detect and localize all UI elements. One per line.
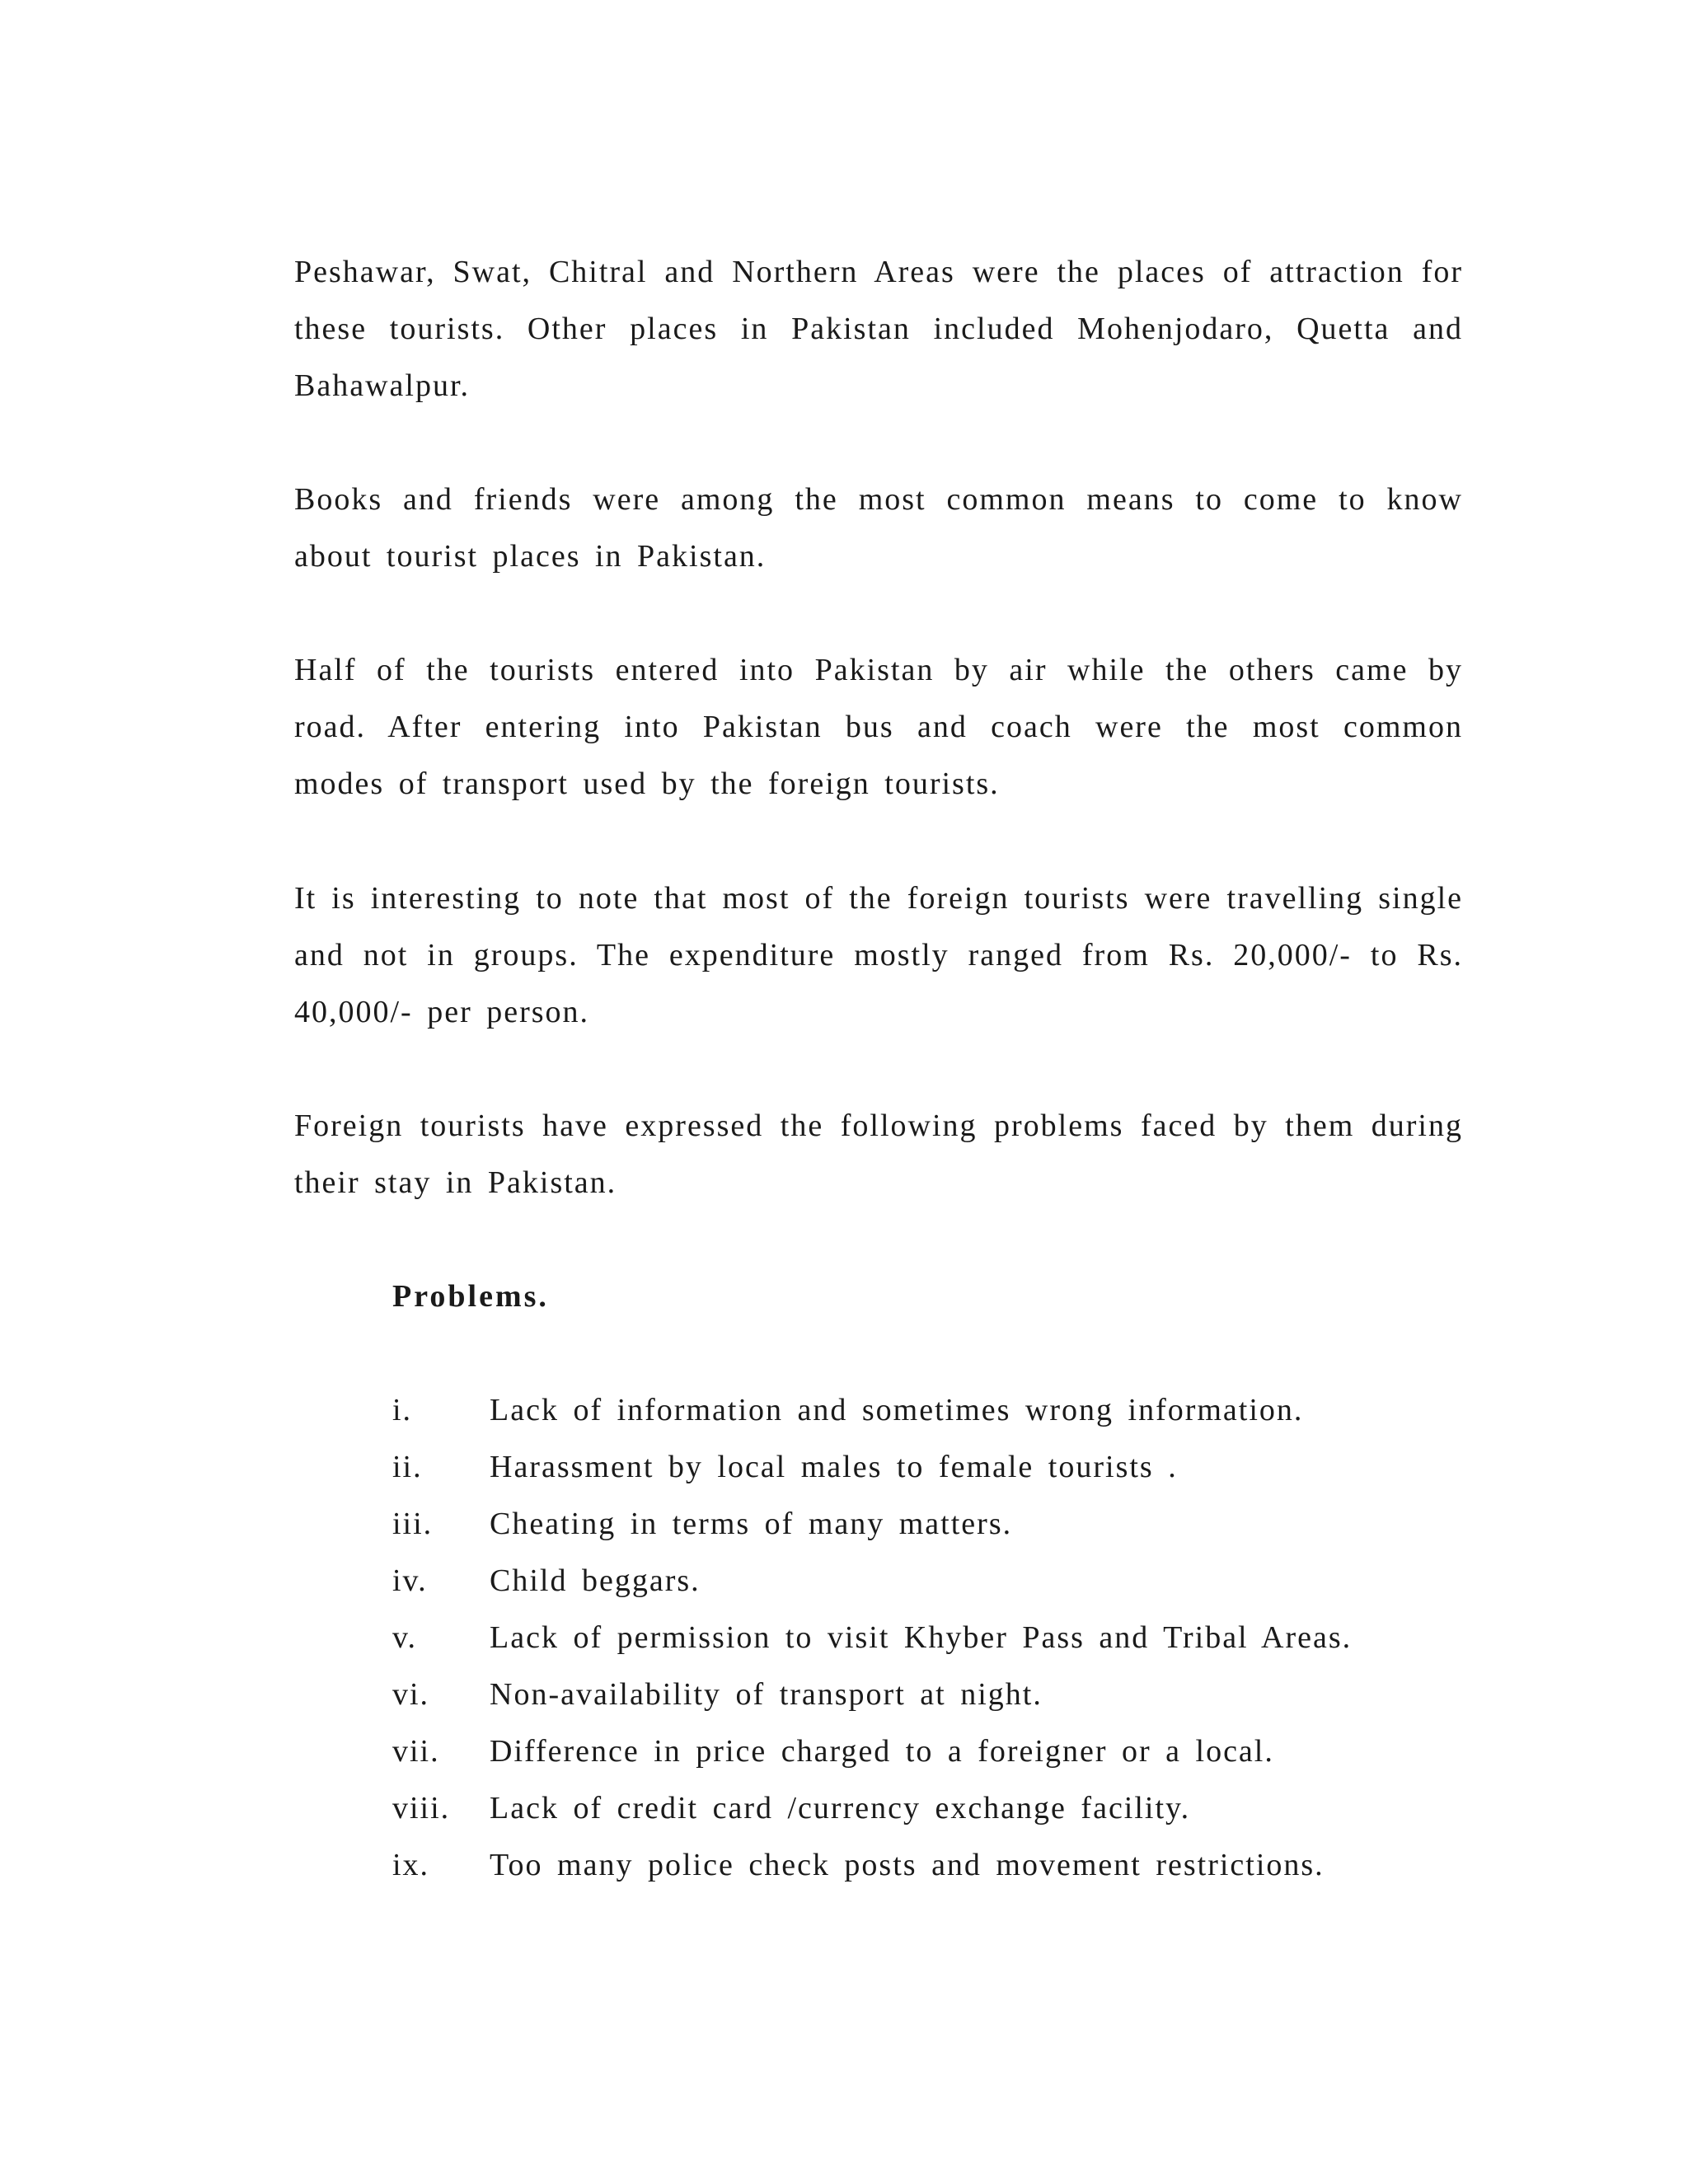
problem-text: Cheating in terms of many matters. — [490, 1507, 1013, 1541]
problem-number: viii. — [392, 1791, 451, 1825]
problems-heading: Problems. — [392, 1279, 549, 1314]
problem-number: ii. — [392, 1450, 423, 1484]
problem-number: v. — [392, 1620, 418, 1655]
problem-number: vi. — [392, 1677, 430, 1712]
paragraph-places-of-attraction: Peshawar, Swat, Chitral and Northern Areas were the places of attraction for these tourists. Other places in Pakistan included Mohenjodaro, Quetta and Bahawalpur. — [294, 255, 1463, 403]
problem-item — [392, 1553, 1464, 1610]
paragraph-information-sources: Books and friends were among the most common means to come to know about tourist places in Pakistan. — [294, 482, 1463, 574]
problems-list — [392, 1382, 1464, 1894]
problem-text: Lack of information and sometimes wrong information. — [490, 1393, 1304, 1427]
problem-text: Harassment by local males to female tourists . — [490, 1450, 1178, 1484]
problem-item — [392, 1610, 1464, 1666]
problem-item — [392, 1666, 1464, 1723]
problem-number: iv. — [392, 1563, 428, 1598]
problem-text: Lack of permission to visit Khyber Pass and Tribal Areas. — [490, 1620, 1353, 1655]
problem-number: i. — [392, 1393, 413, 1427]
paragraph-transport-modes: Half of the tourists entered into Pakistan by air while the others came by road. After entering into Pakistan bus and coach were the most common modes of transport used by the foreign tourists. — [294, 653, 1463, 801]
problem-number: iii. — [392, 1507, 434, 1541]
problem-text: Difference in price charged to a foreigner or a local. — [490, 1734, 1274, 1769]
problem-text: Lack of credit card /currency exchange facility. — [490, 1791, 1191, 1825]
problem-text: Too many police check posts and movement restrictions. — [490, 1848, 1325, 1882]
problem-number: ix. — [392, 1848, 430, 1882]
problem-item — [392, 1496, 1464, 1553]
problem-number: vii. — [392, 1734, 440, 1769]
paragraph-travel-expenditure: It is interesting to note that most of the foreign tourists were travelling single and not in groups. The expenditure mostly ranged from Rs. 20,000/- to Rs. 40,000/- per person. — [294, 881, 1463, 1029]
problem-item — [392, 1837, 1464, 1894]
problem-item — [392, 1439, 1464, 1496]
problem-item — [392, 1780, 1464, 1837]
problem-text: Non-availability of transport at night. — [490, 1677, 1043, 1712]
problem-item — [392, 1723, 1464, 1780]
problem-item — [392, 1382, 1464, 1439]
paragraph-problems-intro: Foreign tourists have expressed the following problems faced by them during their stay in Pakistan. — [294, 1108, 1463, 1200]
problem-text: Child beggars. — [490, 1563, 701, 1598]
